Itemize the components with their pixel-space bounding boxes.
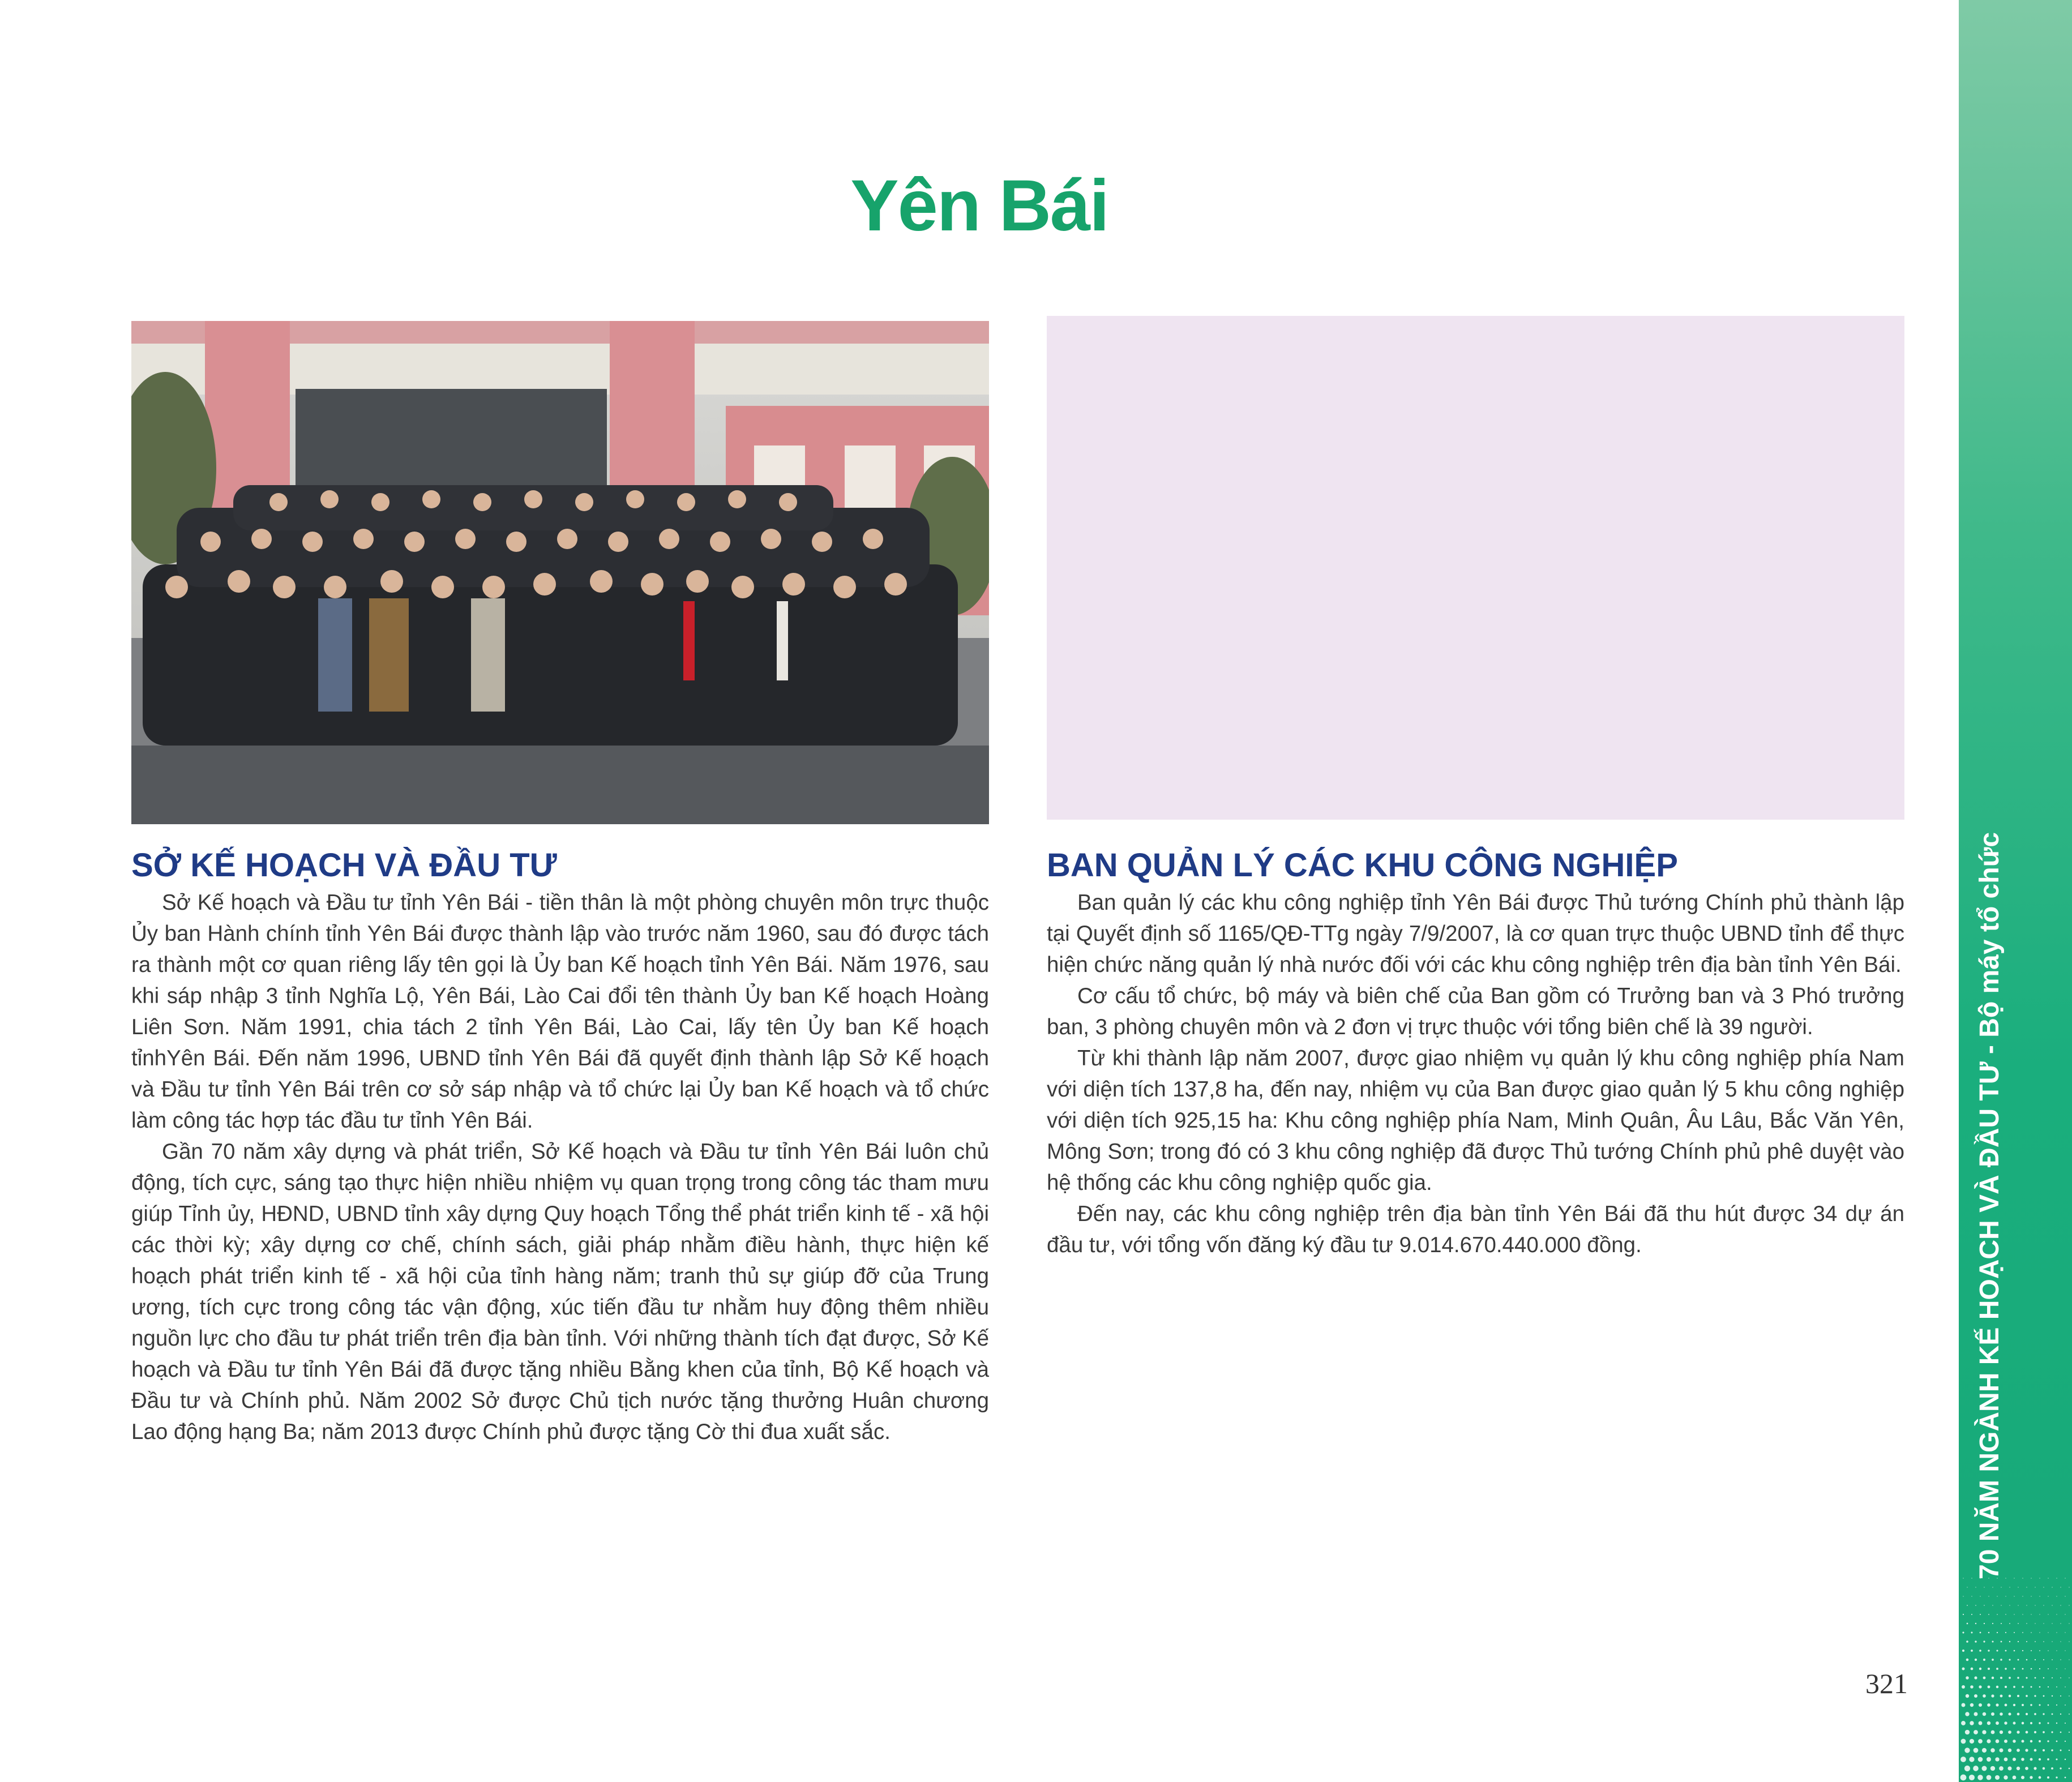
- halftone-dot: [1984, 1623, 1985, 1624]
- halftone-dot: [2026, 1659, 2028, 1661]
- halftone-dot: [2013, 1776, 2017, 1780]
- halftone-dot: [2001, 1641, 2002, 1643]
- halftone-dot: [2009, 1677, 2011, 1679]
- halftone-dot: [2009, 1695, 2011, 1697]
- section-heading-department: SỞ KẾ HOẠCH VÀ ĐẦU TƯ: [131, 847, 557, 884]
- halftone-dot: [2022, 1650, 2023, 1651]
- halftone-dot: [1975, 1623, 1976, 1624]
- halftone-dot: [1999, 1766, 2003, 1771]
- halftone-dot: [1970, 1703, 1974, 1707]
- halftone-dot: [2039, 1650, 2040, 1651]
- halftone-dot: [1975, 1659, 1977, 1661]
- halftone-dot: [1979, 1721, 1983, 1725]
- halftone-dot: [2052, 1677, 2053, 1678]
- left-paragraph: Gần 70 năm xây dựng và phát triển, Sở Kế hoạch và Đầu tư tỉnh Yên Bái luôn chủ động, tích cực, sáng tạo thực hiện nhiều nhiệm vụ quan trọng trong công tác tham mưu giúp Tỉnh ủy, HĐND, UBND tỉnh xây dựng Quy hoạch Tổng thể phát triển kinh tế - xã hội các thời kỳ; xây dựng cơ chế, chính sách, giải pháp nhằm điều hành, thực hiện kế hoạch phát triển kinh tế - xã hội của tỉnh hàng năm; tranh thủ sự giúp đỡ của Trung ương, tích cực trong công tác vận động, xúc tiến đầu tư nhằm huy động thêm nhiều nguồn lực cho đầu tư phát triển trên địa bàn tỉnh. Với những thành tích đạt được, Sở Kế hoạch và Đầu tư tỉnh Yên Bái đã được tặng nhiều Bằng khen của tỉnh, Bộ Kế hoạch và Đầu tư và Chính phủ. Năm 2002 Sở được Chủ tịch nước tặng thưởng Huân chương Lao động hạng Ba; năm 2013 được Chính phủ được tặng Cờ thi đua xuất sắc.: [131, 1140, 989, 1444]
- halftone-dot: [1980, 1614, 1981, 1615]
- halftone-dot: [2048, 1704, 2049, 1706]
- halftone-dot: [2022, 1668, 2024, 1670]
- halftone-dot: [2030, 1758, 2033, 1761]
- halftone-dot: [2005, 1650, 2007, 1652]
- halftone-dot: [1962, 1703, 1966, 1707]
- halftone-dot: [2026, 1641, 2027, 1642]
- halftone-dot: [1979, 1650, 1981, 1652]
- halftone-dot: [1992, 1641, 1994, 1643]
- halftone-dot: [1962, 1631, 1964, 1633]
- halftone-dot: [2048, 1723, 2049, 1724]
- halftone-dot: [1977, 1775, 1983, 1780]
- halftone-dot: [2060, 1750, 2062, 1751]
- halftone-dot: [1979, 1685, 1981, 1688]
- halftone-dot: [2030, 1704, 2032, 1706]
- halftone-dot: [2043, 1659, 2044, 1660]
- halftone-dot: [2052, 1714, 2053, 1715]
- halftone-dot: [2013, 1740, 2016, 1743]
- halftone-dot: [2034, 1749, 2037, 1752]
- halftone-dot: [2014, 1650, 2015, 1652]
- halftone-dot: [1974, 1694, 1977, 1698]
- halftone-dot: [2013, 1758, 2016, 1761]
- halftone-dot: [2017, 1749, 2020, 1752]
- halftone-dot: [2043, 1641, 2044, 1642]
- right-paragraph: Cơ cấu tổ chức, bộ máy và biên chế của Ban gồm có Trưởng ban và 3 Phó trưởng ban, 3 phòng chuyên môn và 2 đơn vị trực thuộc với tổng biên chế là 39 người.: [1047, 984, 1904, 1039]
- side-label: 70 NĂM NGÀNH KẾ HOẠCH VÀ ĐẦU TƯ - Bộ máy tổ chức: [1975, 832, 2005, 1579]
- halftone-dot: [1992, 1677, 1994, 1679]
- halftone-dot: [2051, 1767, 2053, 1770]
- halftone-dot: [1997, 1614, 1998, 1615]
- halftone-dot: [2056, 1758, 2057, 1760]
- halftone-dot: [2051, 1749, 2053, 1751]
- left-paragraph: Sở Kế hoạch và Đầu tư tỉnh Yên Bái - tiền thân là một phòng chuyên môn trực thuộc Ủy ban Hành chính tỉnh Yên Bái được thành lập vào trước năm 1960, sau đó được tách ra thành một cơ quan riêng lấy tên gọi là Ủy ban Kế hoạch tỉnh Yên Bái. Năm 1976, sau khi sáp nhập 3 tỉnh Nghĩa Lộ, Yên Bái, Lào Cai đổi tên thành Ủy ban Kế hoạch Hoàng Liên Sơn. Năm 1991, chia tách 2 tỉnh Yên Bái, Lào Cai, lấy tên Ủy ban Kế hoạch tỉnhYên Bái. Đến năm 1996, UBND tỉnh Yên Bái đã quyết định thành lập Sở Kế hoạch và Đầu tư tỉnh Yên Bái trên cơ sở sáp nhập và tổ chức lại Ủy ban Kế hoạch và tổ chức làm công tác hợp tác đầu tư tỉnh Yên Bái.: [131, 890, 989, 1133]
- halftone-dot: [1982, 1748, 1987, 1753]
- halftone-dot: [2060, 1641, 2061, 1642]
- halftone-dot: [2013, 1668, 2015, 1669]
- halftone-dot: [2018, 1641, 2019, 1642]
- halftone-dot: [2048, 1686, 2049, 1687]
- halftone-dot: [2069, 1768, 2070, 1770]
- halftone-dot: [1978, 1739, 1983, 1744]
- halftone-dot: [1961, 1721, 1966, 1725]
- halftone-dot: [1991, 1712, 1994, 1716]
- halftone-dot: [2048, 1650, 2049, 1651]
- halftone-dot: [2034, 1731, 2036, 1733]
- halftone-dot: [1988, 1614, 1989, 1615]
- halftone-dot: [1966, 1640, 1968, 1643]
- halftone-dot: [1971, 1668, 1973, 1670]
- halftone-dot: [2056, 1723, 2057, 1724]
- halftone-dot: [2065, 1686, 2066, 1687]
- halftone-dot: [2017, 1713, 2020, 1716]
- halftone-dot: [2004, 1758, 2008, 1762]
- right-paragraph: Ban quản lý các khu công nghiệp tỉnh Yên Bái được Thủ tướng Chính phủ thành lập tại Quyết định số 1165/QĐ-TTg ngày 7/9/2007, là cơ quan trực thuộc UBND tỉnh để thực hiện chức năng quản lý nhà nước đối với các khu công nghiệp trên địa bàn tỉnh Yên Bái.: [1047, 890, 1904, 977]
- halftone-dot: [2030, 1776, 2032, 1779]
- halftone-dot: [2001, 1623, 2002, 1624]
- halftone-dot: [1974, 1712, 1978, 1716]
- halftone-dot: [2025, 1749, 2028, 1751]
- halftone-dot: [1974, 1676, 1977, 1679]
- halftone-dot: [2031, 1668, 2032, 1670]
- halftone-dot: [2051, 1731, 2053, 1733]
- left-body-text: [131, 887, 989, 1447]
- halftone-dot: [1991, 1694, 1994, 1697]
- halftone-dot: [1990, 1766, 1995, 1771]
- halftone-dot: [1967, 1605, 1968, 1606]
- halftone-dot: [2056, 1704, 2057, 1706]
- right-body-text: [1047, 887, 1904, 1261]
- halftone-dots-decoration: [1959, 1574, 2072, 1782]
- halftone-dot: [2009, 1659, 2010, 1660]
- right-paragraph: Đến nay, các khu công nghiệp trên địa bàn tỉnh Yên Bái đã thu hút được 34 dự án đầu tư, với tổng vốn đăng ký đầu tư 9.014.670.440.000 đồng.: [1047, 1202, 1904, 1257]
- halftone-dot: [2039, 1722, 2040, 1724]
- halftone-dot: [1997, 1632, 1998, 1633]
- halftone-dot: [2022, 1686, 2023, 1687]
- halftone-dot: [2004, 1740, 2007, 1743]
- halftone-dot: [2018, 1623, 2019, 1624]
- halftone-dot: [2007, 1766, 2011, 1770]
- halftone-dot: [2018, 1659, 2019, 1661]
- halftone-dot: [2035, 1659, 2036, 1660]
- halftone-dot: [1973, 1748, 1979, 1753]
- halftone-dot: [1982, 1730, 1986, 1734]
- halftone-dot: [1988, 1650, 1989, 1651]
- halftone-dot: [1983, 1712, 1986, 1716]
- halftone-dot: [1970, 1739, 1974, 1744]
- halftone-dot: [2005, 1704, 2007, 1707]
- halftone-dot: [2022, 1632, 2023, 1633]
- halftone-dot: [1988, 1668, 1990, 1670]
- halftone-dot: [2030, 1740, 2032, 1742]
- halftone-dot: [1996, 1668, 1998, 1670]
- halftone-dot: [2031, 1632, 2032, 1633]
- halftone-dot: [2069, 1750, 2070, 1751]
- halftone-dot: [2009, 1641, 2010, 1642]
- halftone-dot: [2017, 1730, 2019, 1733]
- halftone-dot: [1970, 1721, 1973, 1725]
- halftone-dot: [2017, 1695, 2019, 1697]
- halftone-dot: [1987, 1703, 1990, 1707]
- halftone-dot: [1988, 1686, 1990, 1689]
- halftone-dot: [1964, 1766, 1970, 1771]
- halftone-dot: [2026, 1713, 2028, 1715]
- halftone-dot: [2000, 1659, 2002, 1660]
- halftone-dot: [2035, 1677, 2036, 1679]
- halftone-dot: [1988, 1632, 1990, 1634]
- halftone-dot: [2026, 1731, 2028, 1734]
- halftone-dot: [2043, 1767, 2045, 1770]
- halftone-dot: [2000, 1730, 2003, 1734]
- halftone-dot: [2056, 1650, 2057, 1651]
- halftone-dot: [2047, 1740, 2049, 1742]
- halftone-dot: [2060, 1677, 2061, 1678]
- section-heading-industrial-zones: BAN QUẢN LÝ CÁC KHU CÔNG NGHIỆP: [1047, 847, 1678, 884]
- halftone-dot: [2000, 1712, 2003, 1716]
- halftone-dot: [1992, 1659, 1994, 1661]
- halftone-dot: [2056, 1668, 2057, 1669]
- halftone-dot: [2025, 1767, 2028, 1770]
- halftone-dot: [1973, 1766, 1979, 1771]
- halftone-dot: [1971, 1650, 1973, 1652]
- halftone-dot: [2000, 1749, 2003, 1753]
- halftone-dot: [2009, 1623, 2010, 1624]
- halftone-dot: [2039, 1632, 2040, 1633]
- page-number: 321: [1865, 1668, 1908, 1699]
- halftone-dot: [2052, 1659, 2053, 1660]
- halftone-dot: [2060, 1767, 2061, 1769]
- halftone-dot: [2000, 1677, 2002, 1679]
- halftone-dot: [1983, 1640, 1985, 1642]
- halftone-dot: [1982, 1766, 1987, 1771]
- group-photo: [131, 321, 989, 824]
- halftone-dot: [2005, 1632, 2006, 1633]
- halftone-dot: [2017, 1767, 2020, 1770]
- halftone-dot: [2039, 1668, 2040, 1669]
- halftone-dot: [1965, 1712, 1969, 1716]
- halftone-dot: [2031, 1650, 2032, 1651]
- halftone-dot: [2065, 1741, 2066, 1742]
- halftone-dot: [2013, 1704, 2015, 1706]
- halftone-dot: [2021, 1758, 2024, 1761]
- halftone-dot: [1966, 1694, 1969, 1698]
- halftone-dot: [1987, 1775, 1992, 1780]
- halftone-dot: [2004, 1721, 2007, 1724]
- halftone-dot: [1960, 1775, 1967, 1781]
- halftone-dot: [2017, 1677, 2019, 1678]
- halftone-dot: [1961, 1739, 1966, 1744]
- halftone-dot: [2021, 1776, 2024, 1779]
- halftone-dot: [2008, 1730, 2011, 1734]
- halftone-dot: [2048, 1668, 2049, 1669]
- halftone-dot: [2022, 1740, 2024, 1743]
- halftone-dot: [1996, 1686, 1998, 1688]
- halftone-dot: [2039, 1704, 2040, 1706]
- halftone-dot: [1966, 1659, 1969, 1661]
- halftone-dot: [2060, 1714, 2061, 1715]
- halftone-dot: [1971, 1632, 1973, 1634]
- halftone-dot: [2056, 1776, 2057, 1778]
- halftone-dot: [2030, 1722, 2032, 1724]
- halftone-dot: [2008, 1712, 2011, 1715]
- halftone-dot: [1978, 1757, 1983, 1762]
- halftone-dot: [2056, 1741, 2058, 1742]
- halftone-dot: [2022, 1722, 2024, 1724]
- halftone-dot: [1966, 1676, 1969, 1680]
- halftone-dot: [2022, 1704, 2024, 1706]
- photo-placeholder: [1047, 316, 1904, 820]
- halftone-dot: [2065, 1704, 2066, 1706]
- halftone-dot: [1967, 1623, 1968, 1625]
- halftone-dot: [2065, 1723, 2066, 1724]
- halftone-dot: [2069, 1732, 2070, 1733]
- halftone-dot: [2052, 1695, 2053, 1697]
- halftone-dot: [2043, 1713, 2044, 1715]
- halftone-dot: [2056, 1632, 2057, 1633]
- halftone-dot: [2026, 1677, 2027, 1678]
- halftone-dot: [2014, 1632, 2015, 1633]
- halftone-dot: [1996, 1740, 2000, 1744]
- halftone-dot: [2039, 1686, 2041, 1688]
- halftone-dot: [2043, 1677, 2044, 1678]
- page-title: Yên Bái: [850, 165, 1108, 246]
- halftone-dot: [2008, 1749, 2011, 1752]
- halftone-dot: [1970, 1685, 1973, 1689]
- halftone-dot: [2065, 1777, 2066, 1779]
- halftone-dot: [1975, 1640, 1976, 1642]
- halftone-dot: [1983, 1677, 1986, 1680]
- halftone-dot: [2013, 1686, 2015, 1688]
- halftone-dot: [1996, 1721, 1999, 1725]
- halftone-dot: [1987, 1739, 1990, 1743]
- halftone-dot: [2035, 1641, 2036, 1642]
- halftone-dot: [2034, 1713, 2036, 1715]
- halftone-dot: [1964, 1747, 1970, 1753]
- halftone-dot: [2000, 1695, 2003, 1698]
- halftone-dot: [2031, 1686, 2032, 1688]
- halftone-dot: [1979, 1703, 1982, 1707]
- halftone-dot: [2034, 1695, 2036, 1697]
- halftone-dot: [2060, 1659, 2061, 1660]
- halftone-dot: [1965, 1730, 1970, 1734]
- halftone-dot: [1979, 1668, 1981, 1670]
- halftone-dot: [2065, 1759, 2066, 1760]
- halftone-dot: [1995, 1775, 2000, 1780]
- halftone-dot: [2003, 1775, 2007, 1779]
- halftone-dot: [1987, 1721, 1990, 1725]
- halftone-dot: [2039, 1740, 2041, 1742]
- halftone-dot: [1991, 1730, 1995, 1734]
- halftone-dot: [1975, 1605, 1976, 1606]
- right-paragraph: Từ khi thành lập năm 2007, được giao nhiệm vụ quản lý khu công nghiệp phía Nam với diện tích 137,8 ha, đến nay, nhiệm vụ của Ban được giao quản lý 5 khu công nghiệp với diện tích 925,15 ha: Khu công nghiệp phía Nam, Minh Quân, Âu Lâu, Bắc Văn Yên, Mông Sơn; trong đó có 3 khu công nghiệp đã được Thủ tướng Chính phủ phê duyệt vào hệ thống các khu công nghiệp quốc gia.: [1047, 1046, 1904, 1195]
- halftone-dot: [2043, 1731, 2045, 1733]
- halftone-dot: [1995, 1757, 1999, 1761]
- halftone-dot: [1969, 1757, 1974, 1762]
- halftone-dot: [1969, 1775, 1975, 1780]
- halftone-dot: [2034, 1767, 2036, 1770]
- halftone-dot: [2043, 1695, 2045, 1697]
- halftone-dot: [2039, 1776, 2041, 1779]
- halftone-dot: [1962, 1685, 1965, 1689]
- halftone-dot: [1996, 1703, 1998, 1706]
- halftone-dot: [2005, 1668, 2006, 1669]
- halftone-dot: [1990, 1748, 1995, 1753]
- halftone-dot: [1980, 1632, 1981, 1634]
- halftone-dot: [2043, 1749, 2045, 1751]
- halftone-dot: [1962, 1650, 1964, 1652]
- halftone-dot: [2047, 1776, 2049, 1779]
- halftone-dot: [1996, 1650, 1998, 1651]
- halftone-dot: [2039, 1758, 2041, 1760]
- halftone-dot: [1960, 1757, 1966, 1762]
- halftone-dot: [2060, 1732, 2062, 1733]
- halftone-dot: [1973, 1730, 1978, 1734]
- halftone-dot: [2069, 1695, 2070, 1697]
- halftone-dot: [1983, 1694, 1986, 1698]
- halftone-dot: [2013, 1722, 2016, 1725]
- halftone-dot: [1962, 1667, 1964, 1670]
- halftone-dot: [1992, 1623, 1993, 1624]
- halftone-dot: [2005, 1686, 2007, 1688]
- halftone-dot: [2060, 1695, 2061, 1697]
- halftone-dot: [1983, 1659, 1985, 1661]
- halftone-dot: [1987, 1757, 1991, 1762]
- halftone-dot: [2026, 1695, 2028, 1697]
- halftone-dot: [1963, 1614, 1964, 1615]
- halftone-dot: [1971, 1614, 1972, 1615]
- halftone-dot: [2047, 1758, 2049, 1760]
- halftone-dot: [2069, 1714, 2070, 1715]
- halftone-dot: [2056, 1686, 2057, 1687]
